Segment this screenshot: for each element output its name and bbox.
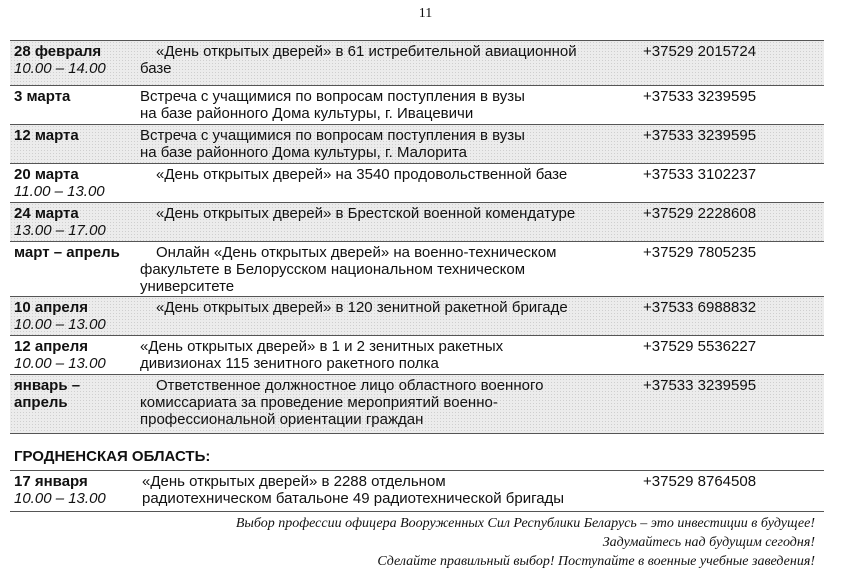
date-cell [14, 338, 154, 372]
event-line: комиссариата за проведение мероприятий военно- [140, 394, 498, 411]
date-cell [14, 244, 154, 261]
event-time: 10.00 – 14.00 [14, 60, 106, 77]
event-line: на базе районного Дома культуры, г. Малорита [140, 144, 468, 161]
table-bottom-rule [10, 433, 824, 434]
event-date: март – апрель [14, 244, 120, 261]
date-cell [14, 166, 154, 200]
table-row [10, 374, 824, 433]
footer-line-2: Задумайтесь над будущим сегодня! [602, 535, 815, 550]
event-date: 3 марта [14, 88, 71, 105]
section-title: ГРОДНЕНСКАЯ ОБЛАСТЬ: [14, 448, 211, 465]
date-cell [14, 377, 154, 411]
event-description [156, 166, 567, 183]
grodno-events-table [10, 470, 824, 512]
event-description [140, 244, 557, 295]
table-row [10, 296, 824, 335]
event-date: 10 апреля [14, 299, 89, 316]
phone-number: +37533 3102237 [643, 166, 757, 183]
date-cell [14, 205, 154, 239]
event-line: на базе районного Дома культуры, г. Ивацевичи [140, 105, 474, 122]
event-description [156, 205, 575, 222]
event-date: январь – [14, 377, 81, 394]
date-cell [14, 127, 154, 144]
event-line: университете [140, 278, 235, 295]
table-row [10, 40, 824, 85]
footer-line-1: Выбор профессии офицера Вооруженных Сил Республики Беларусь – это инвестиции в будущее! [235, 516, 815, 531]
date-cell [14, 473, 154, 507]
event-line: «День открытых дверей» в 120 зенитной ракетной бригаде [156, 299, 568, 316]
event-line: факультете в Белорусском национальном техническом [140, 261, 526, 278]
table-row [10, 163, 824, 202]
table-row [10, 335, 824, 374]
event-date: 28 февраля [14, 43, 102, 60]
event-line: «День открытых дверей» в 1 и 2 зенитных ракетных [140, 338, 504, 355]
event-line: «День открытых дверей» в 61 истребительной авиационной [156, 43, 577, 60]
phone-number: +37529 2015724 [643, 43, 757, 60]
event-line: базе [140, 60, 172, 77]
phone-number: +37529 8764508 [643, 473, 757, 490]
event-date-cont: апрель [14, 394, 68, 411]
event-date: 12 апреля [14, 338, 89, 355]
event-description [140, 127, 525, 161]
event-line: Ответственное должностное лицо областного военного [156, 377, 544, 394]
phone-number: +37533 6988832 [643, 299, 757, 316]
event-line: дивизионах 115 зенитного ракетного полка [140, 355, 439, 372]
phone-number: +37529 7805235 [643, 244, 757, 261]
event-description [142, 473, 564, 507]
event-line: Встреча с учащимися по вопросам поступления в вузы [140, 88, 525, 105]
event-description [140, 338, 503, 372]
table-row [10, 241, 824, 296]
table-bottom-rule [10, 511, 824, 512]
phone-number: +37533 3239595 [643, 127, 757, 144]
phone-number: +37533 3239595 [643, 88, 757, 105]
page-number: 11 [418, 6, 433, 21]
event-description [156, 299, 568, 316]
event-line: профессиональной ориентации граждан [140, 411, 424, 428]
event-line: радиотехническом батальоне 49 радиотехнической бригады [142, 490, 565, 507]
event-time: 10.00 – 13.00 [14, 490, 106, 507]
event-date: 17 января [14, 473, 88, 490]
event-line: Онлайн «День открытых дверей» на военно-техническом [156, 244, 557, 261]
event-date: 20 марта [14, 166, 79, 183]
event-description [140, 88, 525, 122]
event-time: 10.00 – 13.00 [14, 355, 106, 372]
event-time: 11.00 – 13.00 [14, 183, 105, 200]
date-cell [14, 43, 154, 77]
event-date: 12 марта [14, 127, 79, 144]
event-date: 24 марта [14, 205, 79, 222]
event-line: Встреча с учащимися по вопросам поступления в вузы [140, 127, 525, 144]
date-cell [14, 299, 154, 333]
phone-number: +37533 3239595 [643, 377, 757, 394]
events-table [10, 40, 824, 434]
date-cell [14, 88, 154, 105]
event-line: «День открытых дверей» в 2288 отдельном [142, 473, 446, 490]
phone-number: +37529 2228608 [643, 205, 757, 222]
table-row [10, 85, 824, 124]
event-line: «День открытых дверей» на 3540 продовольственной базе [156, 166, 568, 183]
event-description [140, 377, 544, 428]
table-row [10, 202, 824, 241]
table-row [10, 470, 824, 511]
table-row [10, 124, 824, 163]
footer-line-3: Сделайте правильный выбор! Поступайте в военные учебные заведения! [377, 554, 815, 569]
event-line: «День открытых дверей» в Брестской военной комендатуре [156, 205, 576, 222]
event-time: 10.00 – 13.00 [14, 316, 106, 333]
phone-number: +37529 5536227 [643, 338, 757, 355]
event-time: 13.00 – 17.00 [14, 222, 106, 239]
footer [236, 514, 815, 571]
event-description [140, 43, 577, 77]
